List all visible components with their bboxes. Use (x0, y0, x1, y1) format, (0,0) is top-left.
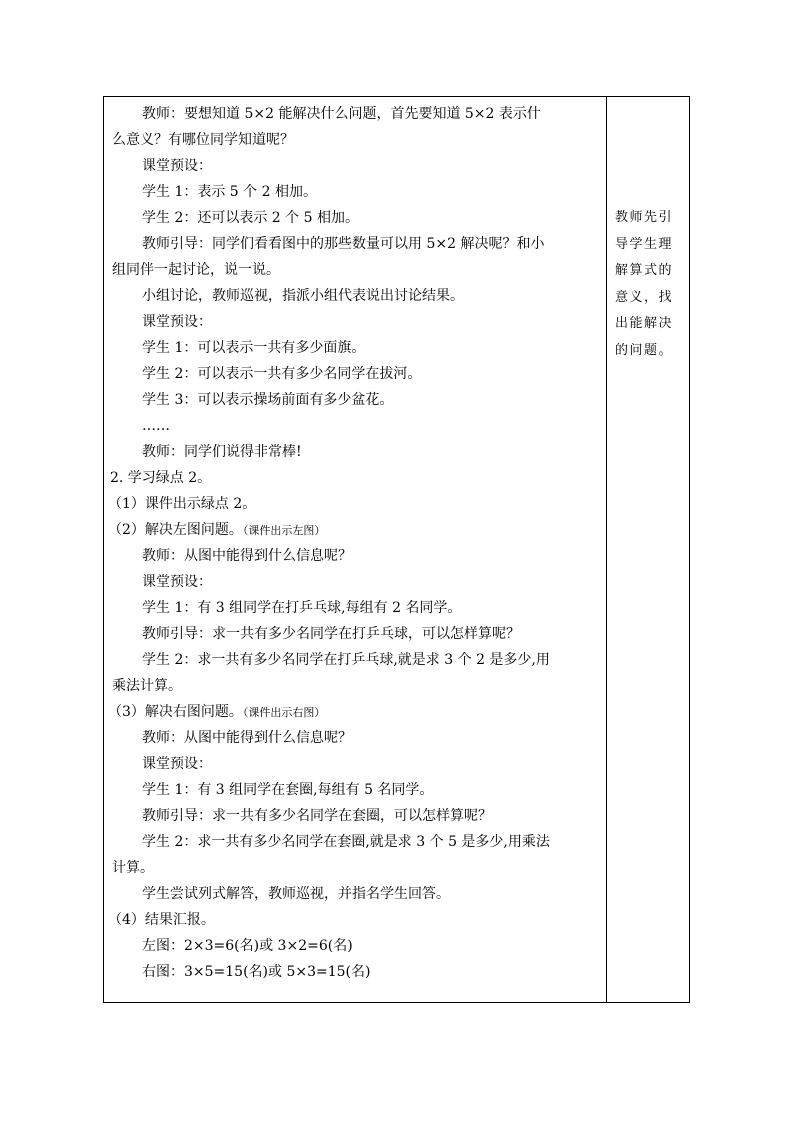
content-line (104, 205, 604, 231)
courseware-note: （课件出示右图） (242, 706, 326, 719)
content-line-text: 学生 2：求一共有多少名同学在打乒乓球,就是求 3 个 2 是多少,用 (142, 652, 550, 668)
content-line (104, 959, 604, 985)
content-line (104, 257, 604, 283)
content-line-text: 2. 学习绿点 2。 (110, 470, 212, 486)
content-line-text: 学生尝试列式解答，教师巡视，并指名学生回答。 (142, 886, 450, 902)
content-line (104, 829, 604, 855)
content-line-text: 课堂预设： (142, 574, 212, 590)
content-line-text: （3）解决右图问题。 (108, 704, 243, 720)
content-line (104, 101, 604, 127)
courseware-note: （课件出示左图） (242, 524, 326, 537)
column-divider (606, 97, 607, 1002)
content-line (104, 439, 604, 465)
content-line-text: 课堂预设： (142, 158, 212, 174)
content-line (104, 517, 604, 543)
content-line-text: 教师：从图中能得到什么信息呢？ (142, 730, 352, 746)
content-line-text: 学生 1：可以表示一共有多少面旗。 (142, 340, 366, 356)
lesson-table (103, 96, 690, 1003)
content-line (104, 907, 604, 933)
content-line (104, 309, 604, 335)
content-line-text: 教师：从图中能得到什么信息呢？ (142, 548, 352, 564)
content-line (104, 543, 604, 569)
content-line (104, 179, 604, 205)
content-line-text: 右图：3×5=15(名)或 5×3=15(名) (142, 964, 371, 980)
content-line (104, 231, 604, 257)
lesson-content-column (104, 101, 604, 985)
content-line (104, 595, 604, 621)
content-line (104, 855, 604, 881)
content-line (104, 153, 604, 179)
side-note-line: 意义，找 (615, 289, 674, 305)
content-line-text: …… (142, 418, 170, 434)
content-line (104, 699, 604, 725)
content-line (104, 127, 604, 153)
content-line (104, 569, 604, 595)
content-line (104, 283, 604, 309)
content-line (104, 361, 604, 387)
content-line-text: 左图：2×3=6(名)或 3×2=6(名) (142, 938, 353, 954)
content-line-text: 学生 1：表示 5 个 2 相加。 (142, 184, 317, 200)
content-line-text: （1）课件出示绿点 2。 (108, 496, 257, 512)
content-line-text: 课堂预设： (142, 756, 212, 772)
content-line-text: 学生 2：还可以表示 2 个 5 相加。 (142, 210, 359, 226)
content-line-text: 学生 2：求一共有多少名同学在套圈,就是求 3 个 5 是多少,用乘法 (142, 834, 550, 850)
content-line-text: 教师：同学们说得非常棒! (142, 444, 302, 460)
content-line (104, 933, 604, 959)
content-line-text: （2）解决左图问题。 (108, 522, 243, 538)
side-note-line: 导学生理 (615, 236, 674, 252)
content-line (104, 621, 604, 647)
content-line (104, 387, 604, 413)
content-line (104, 881, 604, 907)
content-line-text: 学生 2：可以表示一共有多少名同学在拔河。 (142, 366, 422, 382)
content-line (104, 751, 604, 777)
content-line-text: 教师引导：求一共有多少名同学在打乒乓球，可以怎样算呢？ (142, 626, 520, 642)
content-line-text: 教师引导：求一共有多少名同学在套圈，可以怎样算呢？ (142, 808, 492, 824)
content-line-text: 学生 1：有 3 组同学在套圈,每组有 5 名同学。 (142, 782, 434, 798)
content-line (104, 725, 604, 751)
side-note-line: 教师先引 (615, 210, 674, 225)
content-line-text: 乘法计算。 (112, 678, 182, 694)
content-line-text: 教师：要想知道 5×2 能解决什么问题，首先要知道 5×2 表示什 (142, 106, 541, 122)
content-line (104, 413, 604, 439)
content-line (104, 673, 604, 699)
content-line (104, 647, 604, 673)
side-note-line: 解算式的 (615, 263, 674, 278)
content-line (104, 777, 604, 803)
content-line (104, 335, 604, 361)
content-line-text: 课堂预设： (142, 314, 212, 330)
content-line (104, 491, 604, 517)
content-line-text: （4）结果汇报。 (108, 912, 215, 928)
content-line-text: 计算。 (112, 860, 154, 876)
content-line-text: 么意义？有哪位同学知道呢？ (112, 132, 294, 148)
content-line (104, 803, 604, 829)
content-line (104, 465, 604, 491)
content-line-text: 学生 1：有 3 组同学在打乒乓球,每组有 2 名同学。 (142, 600, 462, 616)
teaching-note-column (611, 205, 687, 364)
content-line-text: 小组讨论，教师巡视，指派小组代表说出讨论结果。 (142, 288, 464, 304)
content-line-text: 组同伴一起讨论，说一说。 (112, 262, 280, 278)
content-line-text: 教师引导：同学们看看图中的那些数量可以用 5×2 解决呢？和小 (142, 236, 545, 252)
side-note-line: 的问题。 (615, 342, 674, 358)
side-note-line: 出能解决 (615, 316, 674, 331)
content-line-text: 学生 3：可以表示操场前面有多少盆花。 (142, 392, 394, 408)
